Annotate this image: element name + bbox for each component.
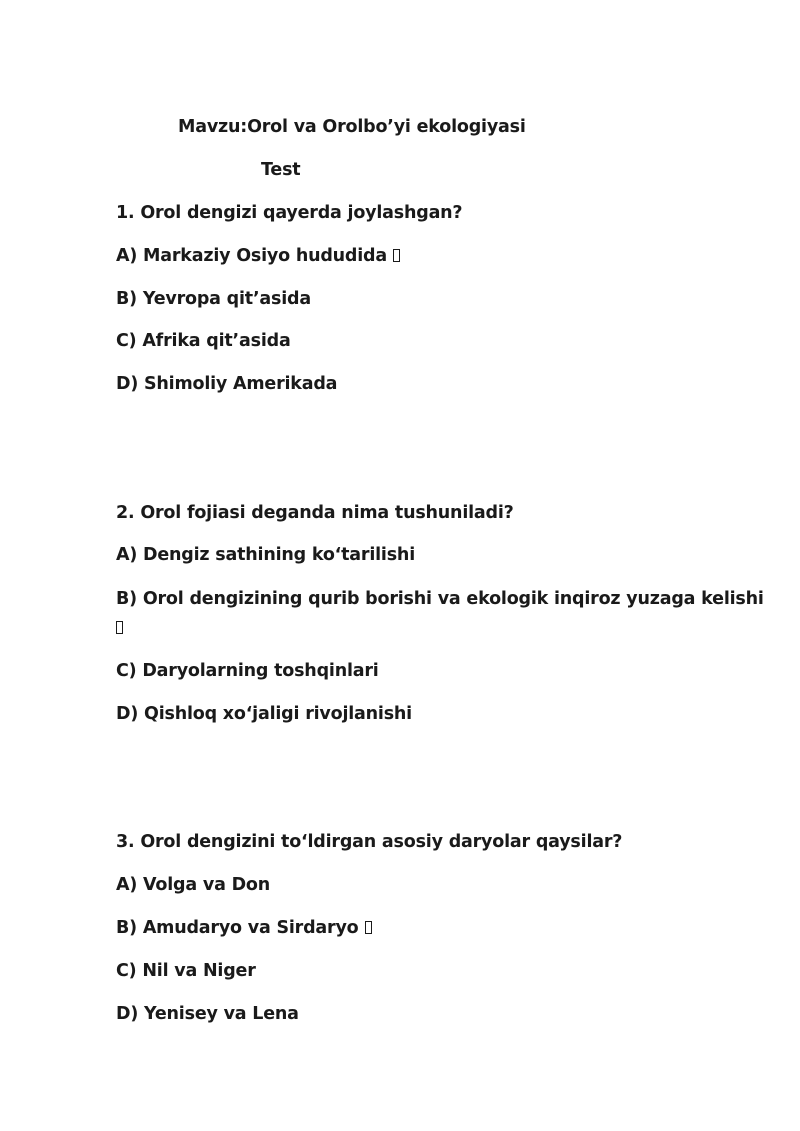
question-1-option-d: D) Shimoliy Amerikada [116,374,338,394]
question-1-option-c: C) Afrika qit’asida [116,331,291,351]
question-3-option-c: C) Nil va Niger [116,961,256,981]
question-1-option-b: B) Yevropa qit’asida [116,289,311,309]
question-1: 1. Orol dengizi qayerda joylashgan? [116,203,463,223]
option-text: B) Amudaryo va Sirdaryo [116,918,359,938]
option-text: A) Markaziy Osiyo hududida [116,246,387,266]
question-3: 3. Orol dengizini to‘ldirgan asosiy daryolar qaysilar? [116,832,623,852]
test-subtitle: Test [261,160,301,180]
answer-marker-icon [393,249,400,262]
question-2-option-b: B) Orol dengizining qurib borishi va ekologik inqiroz yuzaga kelishi [116,589,764,609]
question-2: 2. Orol fojiasi deganda nima tushuniladi? [116,503,514,523]
answer-marker-icon [116,621,123,634]
question-3-option-d: D) Yenisey va Lena [116,1004,299,1024]
question-3-option-b [116,917,372,939]
question-3-option-a: A) Volga va Don [116,875,270,895]
question-2-option-c: C) Daryolarning toshqinlari [116,661,379,681]
topic-title: Mavzu:Orol va Orolbo’yi ekologiyasi [178,117,526,137]
question-2-option-d: D) Qishloq xo‘jaligi rivojlanishi [116,704,412,724]
question-2-option-a: A) Dengiz sathining ko‘tarilishi [116,545,415,565]
answer-marker-icon [365,921,372,934]
question-1-option-a [116,245,400,267]
